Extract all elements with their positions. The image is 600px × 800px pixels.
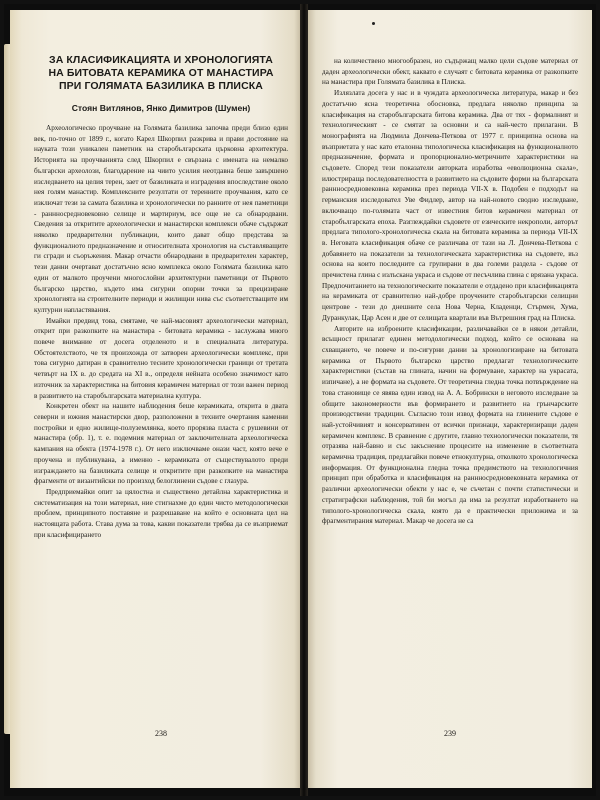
page-number: 238 [155,729,167,738]
book-spread [4,4,596,796]
paragraph: Имайки предвид това, смятаме, че най-масовият археологически материал, открит при разкопките на манастира - битовата керамика - заслужава много повече внимание от досега отделеното и в специалната литература. Обстоятелството, че тя произхожда от затворен археологически комплекс, при това сигурно датиран в сравнително тесните хронологически граници от третата четвърт на IX в. до средата на XI в., определя нейната особено значимост като източник за характеристика на битовия керамичен материал от този важен период в развитието на старобългарската материална култура. [34,316,288,400]
paragraph: Предприемайки опит за цялостна и съществено детайлна характеристика и систематизация на този материал, ние стигнахме до един чисто методологически проблем, принципното поставяне и разрешаване на който е основната цел на настоящата работа. Става дума за това, какви показатели трябва да се възприемат при класифицирането [34,487,288,539]
right-page [308,10,592,788]
book-gutter [300,4,308,796]
page-number: 239 [444,729,456,738]
article-authors: Стоян Витлянов, Янко Димитров (Шумен) [71,103,251,113]
paragraph: Археологическо проучване на Голямата базилика започва преди близо един век, по-точно от 1899 г., когато Карел Шкорпил разкрива и прави достояние на науката този уникален паметник на старобългарската църковна архитектура. Историята на проучванията след Шкорпил е свързана с имената на немалко български археолози, благодарение на чиито усилия неотдавна беше завършено изследването на целия терен, зает от базиликата и изградения впоследствие около нея голям манастир. Комплексните резултати от теренните проучвания, като се изключат тези за самата базилика и хронологически по ранните от нея паметници - раннносредновековно селище и мартириум, все още не са обнародвани. Сведения за откритите археологически и манастирски комплекси обаче съдържат няколко предварителни публикации, които дават общо представа за функционалното предназначение и относителната хронология на съставляващите ги сгради и съоръжения. Макар отчасти обнародвани в предварителен характер, тези данни очертават достатъчно ясно комплекса около Голямата базилика като един от малкото проучени многослойни архитектурни паметници от Първото българско царство, където има сигурни опорни точки за прецизиране хронологията на строителните периоди и жилищни нива със съответстващите им културни напластявания. [34,124,288,314]
paragraph: на количествено многообразен, но съдържащ малко цели съдове материал от даден археологически обект, каквато е случаят с битовата керамика от разкопките на манастира при Голямата базилика в Плиска. [322,57,578,87]
paragraph: Конкретен обект на нашите наблюдения беше керамиката, открита в двата северни и южния манастирски двор, разположени в техните очертания каменни постройки и едно жилище-полуземлянка, което прорязва пласта с рушевини от манастира (обр. 1), т. е. подемния материал от заключителната археологическа кампания на обекта (1974-1978 г.). От него изключваме онази част, която вече е проучена и публикувана, а именно - керамиката от съществувалото преди изграждането на базиликата селище и откритите при разкопките на манастира фрагменти от византийски по произход белоглинени съдове с глазура. [34,402,288,486]
paragraph: Излязлата досега у нас и в чуждата археологическа литература, макар и без достатъчно ясна теоретична обосновка, предлага няколко принципа за класификация на старобългарската битова керамика. Два от тях - формалният и технологическият - се смятат за основни и са най-често прилагани. В монографията на Людмила Дончева-Петкова от 1977 г. принципна основа на възприетата у нас като еталонна типологическа класификация на функционалното предназначение, формата и пропорционално-метричните характеристики на съдовете. Според тези показатели авторката изработва «еволюционна скала», илюстрираща последователността в развитието на съдовите форми на българската раннносредновековна керамика през периода VII-X в. Подобен е подходът на германския изследовател Уве Фидлер, автор на най-новото сводно изследване, включващо по-голямата част от известния битов керамичен материал от старобългарската епоха. Разглеждайки съдовете от езическите некрополи, авторът предлага типолого-хронологическа скала на битовата керамика за периода VII-IX в. Неговата класификация обаче се различава от тази на Л. Дончева-Петкова с добавянето на показатели за технологическата характеристика на съдовете, въз основа на които последните са групирани в два големи раздела - съдове от пречистена глина с излъскана украса и съдове от песъчлива глина с врязана украса. Предпочитанието на технологическите показатели е отдадено при класификацията на керамиката от сравнително най-добре проучените старобългарски селищни центрове - тези до днешните села Нова Черна, Кладенци, Стърмен, Хума, Дуранкулак, Цар Асен и две от селищата квартали във Вътрешния град на Плиска. [322,89,578,322]
article-title: ЗА КЛАСИФИКАЦИЯТА И ХРОНОЛОГИЯТА НА БИТОВАТА КЕРАМИКА ОТ МАНАСТИРА ПРИ ГОЛЯМАТА БАЗИЛИКА В ПЛИСКА [48,54,274,92]
left-page [10,10,300,788]
paragraph: Авторите на изброените класификации, различавайки се в някои детайли, всъщност прилагат единен методологически подход, който се основава на схващането, че повече и по-сигурни данни за хронологизиране на битовата керамика от Първото българско царство предлагат технологическите характеристики (състав на глината, начин на формуване, характер на украсата, изпичане), а не формата на съдовете. От теоретична гледна точка потвърждение на това становище се явява един извод на А. А. Бобрински в неговото изследване за общите закономерности във формирането и развитието на грънчарските производствени традиции. Съгласно този извод формата на глинените съдове е най-устойчивият и консервативен от всички признаци, характеризиращи даден керамичен комплекс. В сравнение с другите, главно технологически показатели, тя отразява най-бавно и със закъснение процесите на изменение в съответната керамична традиция, предлагайки повече етнокултурна, отколкото хронологическа информация. От функционална гледна точка предимството на технологичния принцип при обработка и класификация на раннносредновековната керамика от различни археологически обекти у нас е, че съчетан с почти статистически и стратиграфски наблюдения, той би могъл да има за резултат изработването на типолого-хронологическа скала, която да е практически приложима и за фрагментирания материал. Макар че досега не са [322,324,578,526]
ink-speck [372,22,375,25]
